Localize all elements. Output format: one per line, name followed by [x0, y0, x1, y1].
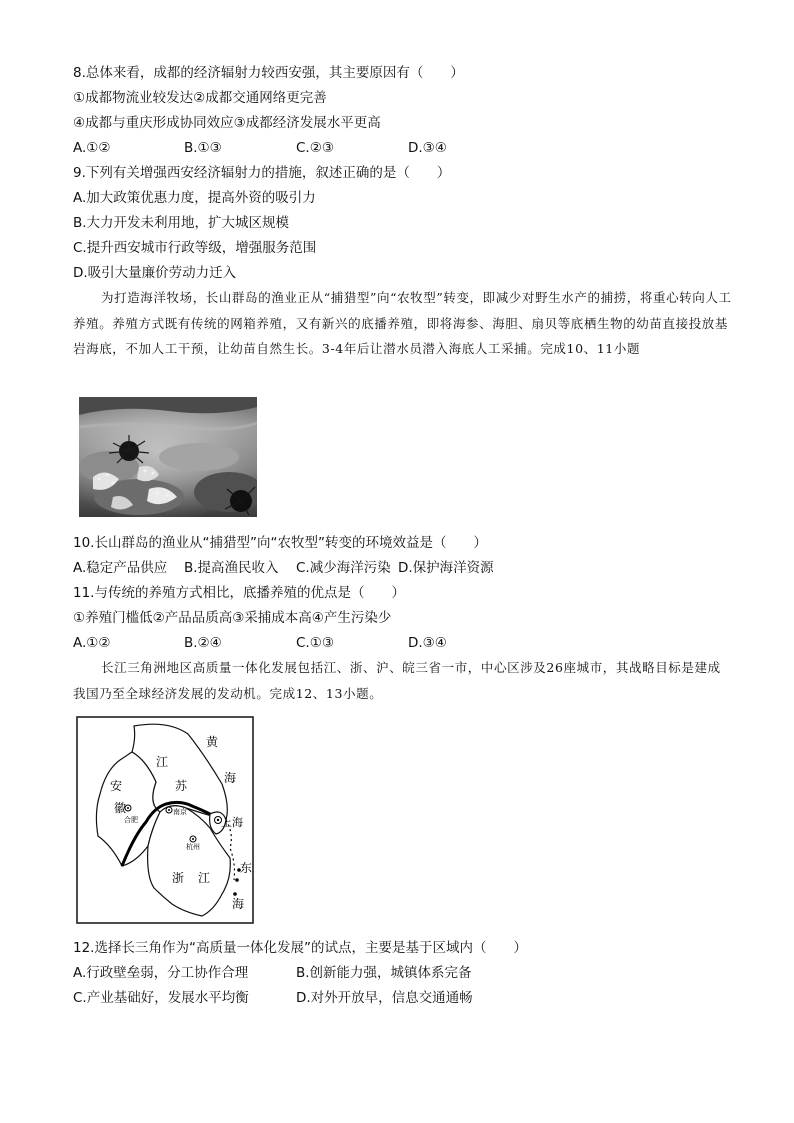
- q12-option-c: C.产业基础好，发展水平均衡: [73, 990, 249, 1006]
- q11-statements: ①养殖门槛低②产品品质高③采捕成本高④产生污染少: [73, 610, 392, 626]
- map-label-shanghai: 上海: [221, 816, 243, 829]
- q8-statements-1: ①成都物流业较发达②成都交通网络更完善: [73, 90, 327, 106]
- map-label-dong: 东: [240, 861, 253, 875]
- map-label-zhe: 浙: [172, 871, 185, 885]
- q8-option-d: D.③④: [408, 140, 447, 156]
- map-label-an: 安: [110, 779, 123, 793]
- q9-option-c: C.提升西安城市行政等级，增强服务范围: [73, 240, 317, 256]
- q12-option-d: D.对外开放早，信息交通通畅: [296, 990, 473, 1006]
- q9-stem: 9.下列有关增强西安经济辐射力的措施，叙述正确的是（ ）: [73, 165, 451, 181]
- q11-option-a: A.①②: [73, 635, 111, 651]
- q11-option-b: B.②④: [184, 635, 222, 651]
- map-label-huang: 黄: [206, 735, 219, 749]
- q12-option-a: A.行政壁垒弱，分工协作合理: [73, 965, 249, 981]
- yangtze-delta-map: [76, 716, 254, 924]
- q11-stem: 11.与传统的养殖方式相比，底播养殖的优点是（ ）: [73, 585, 405, 601]
- q10-option-a: A.稳定产品供应: [73, 560, 168, 576]
- passage-yangtze-delta: 长江三角洲地区高质量一体化发展包括江、浙、沪、皖三省一市，中心区涉及26座城市，其战略目标是建成我国乃至全球经济发展的发动机。完成12、13小题。: [73, 660, 721, 701]
- q12-option-b: B.创新能力强，城镇体系完备: [296, 965, 472, 981]
- passage-changshan: 为打造海洋牧场，长山群岛的渔业正从“捕猎型”向“农牧型”转变，即减少对野生水产的捕捞，将重心转向人工养殖。养殖方式既有传统的网箱养殖，又有新兴的底播养殖，即将海参、海胆、扇贝等底栖生物的幼苗直接投放基岩海底，不加人工干预，让幼苗自然生长。3-4年后让潜水员潜入海底人工采捕。完成10、11小题: [73, 290, 732, 356]
- q10-option-b: B.提高渔民收入: [184, 560, 279, 576]
- map-label-jiang2: 江: [198, 871, 211, 885]
- q9-option-d: D.吸引大量廉价劳动力迁入: [73, 265, 237, 281]
- q8-option-b: B.①③: [184, 140, 222, 156]
- map-label-hai2: 海: [232, 897, 245, 911]
- q10-option-c: C.减少海洋污染: [296, 560, 391, 576]
- q11-option-d: D.③④: [408, 635, 447, 651]
- q8-statements-2: ④成都与重庆形成协同效应③成都经济发展水平更高: [73, 115, 381, 131]
- q12-stem: 12.选择长三角作为“高质量一体化发展”的试点，主要是基于区域内（ ）: [73, 940, 527, 956]
- q10-stem: 10.长山群岛的渔业从“捕猎型”向“农牧型”转变的环境效益是（ ）: [73, 535, 487, 551]
- q8-stem: 8.总体来看，成都的经济辐射力较西安强，其主要原因有（ ）: [73, 65, 464, 81]
- map-label-jiang: 江: [156, 755, 169, 769]
- q9-option-a: A.加大政策优惠力度，提高外资的吸引力: [73, 190, 316, 206]
- map-label-su: 苏: [175, 779, 188, 793]
- map-label-nanjing: 南京: [173, 808, 187, 816]
- q10-option-d: D.保护海洋资源: [398, 560, 494, 576]
- q8-option-c: C.②③: [296, 140, 334, 156]
- map-label-hai: 海: [224, 771, 237, 785]
- map-label-hefei: 合肥: [124, 816, 138, 824]
- seabed-photo: [79, 397, 257, 517]
- q8-option-a: A.①②: [73, 140, 111, 156]
- q9-option-b: B.大力开发未利用地，扩大城区规模: [73, 215, 290, 231]
- map-label-hangzhou: 杭州: [186, 843, 200, 851]
- q11-option-c: C.①③: [296, 635, 334, 651]
- map-label-hui: 徽: [114, 801, 127, 815]
